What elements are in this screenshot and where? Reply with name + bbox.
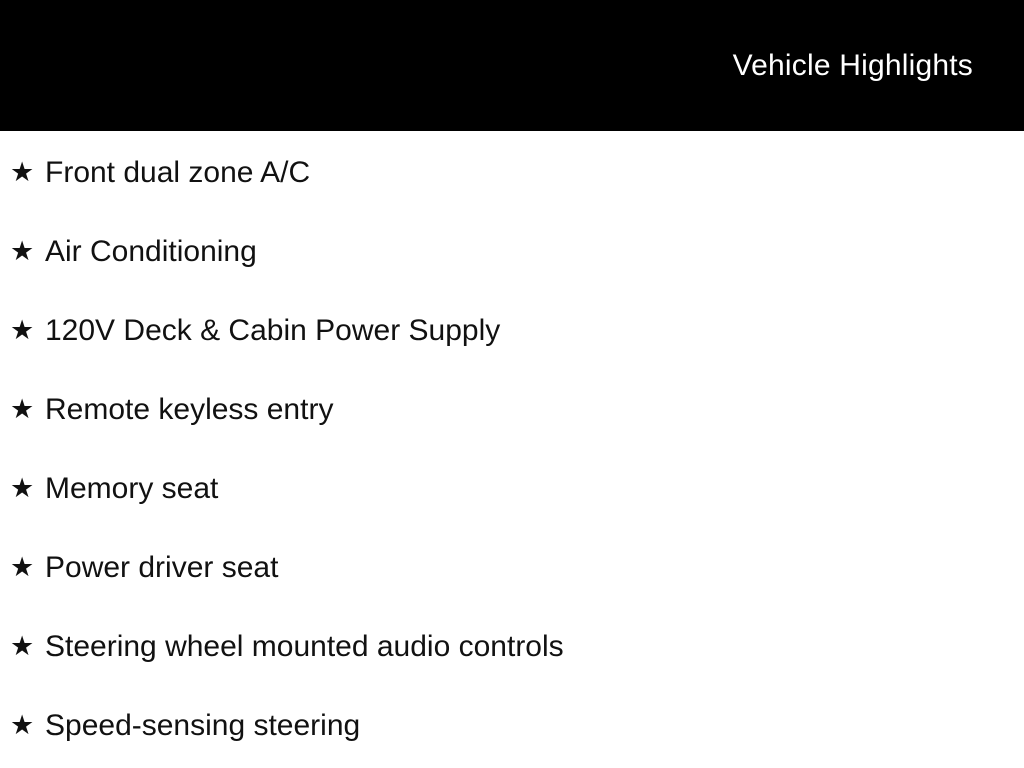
star-icon: ★ xyxy=(10,710,35,740)
list-item-label: Front dual zone A/C xyxy=(45,155,311,189)
list-item xyxy=(10,370,1024,449)
list-item-label: Air Conditioning xyxy=(45,234,257,268)
list-item xyxy=(10,449,1024,528)
star-icon: ★ xyxy=(10,157,35,187)
list-item xyxy=(10,133,1024,212)
list-item-label: Memory seat xyxy=(45,471,219,505)
list-item-label: Steering wheel mounted audio controls xyxy=(45,629,564,663)
list-item xyxy=(10,686,1024,765)
highlights-list xyxy=(0,133,1024,765)
list-item xyxy=(10,607,1024,686)
star-icon: ★ xyxy=(10,631,35,661)
list-item-label: Power driver seat xyxy=(45,550,279,584)
header-bar xyxy=(0,0,1024,131)
list-item xyxy=(10,528,1024,607)
list-item xyxy=(10,291,1024,370)
list-item-label: Speed-sensing steering xyxy=(45,708,361,742)
star-icon: ★ xyxy=(10,315,35,345)
list-item xyxy=(10,212,1024,291)
list-item-label: 120V Deck & Cabin Power Supply xyxy=(45,313,501,347)
star-icon: ★ xyxy=(10,552,35,582)
star-icon: ★ xyxy=(10,236,35,266)
star-icon: ★ xyxy=(10,394,35,424)
star-icon: ★ xyxy=(10,473,35,503)
page-title: Vehicle Highlights xyxy=(732,48,973,82)
list-item-label: Remote keyless entry xyxy=(45,392,334,426)
